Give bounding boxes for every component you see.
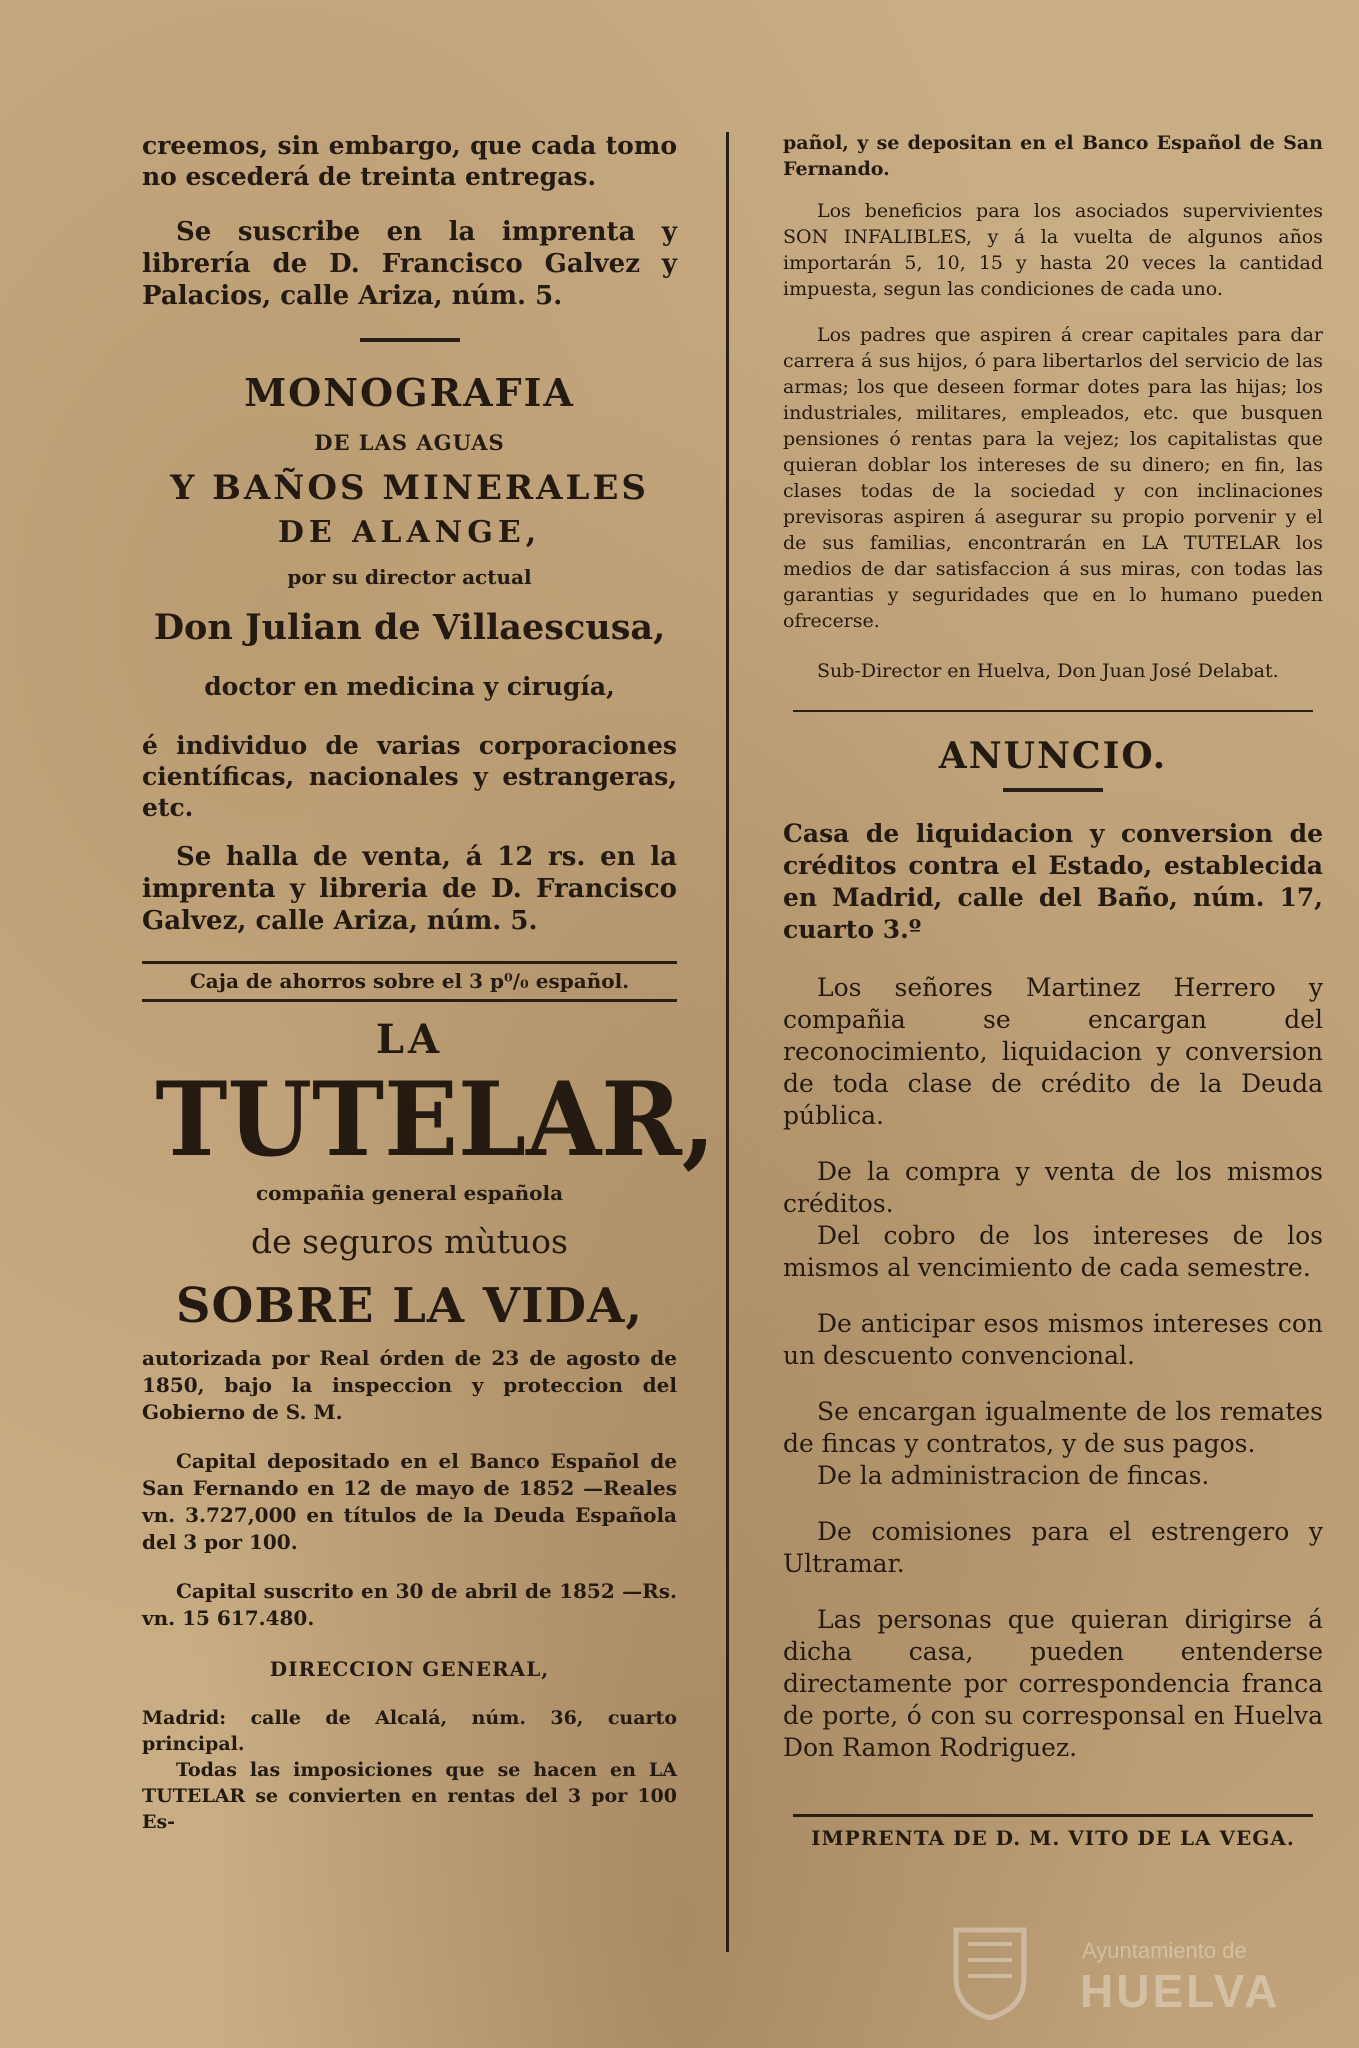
text-doctor: doctor en medicina y cirugía, xyxy=(204,672,615,701)
text-casa: Casa de liquidacion y conversion de créditos contra el Estado, establecida en Madrid, calle del Baño, núm. 17, cuarto 3.º xyxy=(783,819,1323,944)
title-banos: Y BAÑOS MINERALES xyxy=(170,468,649,508)
text-director: por su director actual xyxy=(287,565,532,589)
title-anuncio: ANUNCIO. xyxy=(938,735,1168,777)
text-capital-depositado: Capital depositado en el Banco Español de San Fernando en 12 de mayo de 1852 —Reales vn. 3.727,000 en títulos de la Deuda Española del 3 por 100. xyxy=(142,1449,677,1554)
text-comisiones: De comisiones para el estrengero y Ultramar. xyxy=(783,1517,1323,1578)
text-individuo: é individuo de varias corporaciones científicas, nacionales y estrangeras, etc. xyxy=(142,731,677,822)
paragraph-suscripcion: Se suscribe en la imprenta y librería de D. Francisco Galvez y Palacios, calle Ariza, núm. 5. xyxy=(142,217,677,311)
subtitle-aguas: DE LAS AGUAS xyxy=(314,430,505,455)
text-senores: Los señores Martinez Herrero y compañia se encargan del reconocimiento, liquidacion y conversion de toda clase de crédito de la Deuda pública. xyxy=(783,973,1323,1130)
paragraph-entregas: creemos, sin embargo, que cada tomo no escederá de treinta entregas. xyxy=(142,131,677,191)
text-compania: compañia general española xyxy=(255,1181,564,1205)
title-tutelar: TUTELAR, xyxy=(155,1060,716,1180)
separator-rule xyxy=(360,338,460,342)
title-alange: DE ALANGE, xyxy=(277,515,542,550)
text-capital-suscrito: Capital suscrito en 30 de abril de 1852 —Rs. vn. 15 617.480. xyxy=(142,1579,677,1630)
shield-icon xyxy=(950,1924,1030,2020)
text-personas: Las personas que quieran dirigirse á dicha casa, pueden entenderse directamente por correspondencia franca de porte, ó con su corresponsal en Huelva Don Ramon Rodriguez. xyxy=(783,1605,1323,1762)
text-autorizada: autorizada por Real órden de 23 de agosto de 1850, bajo la inspeccion y proteccion del Gobierno de S. M. xyxy=(142,1346,677,1424)
text-subdirector: Sub-Director en Huelva, Don Juan José Delabat. xyxy=(817,660,1279,682)
text-compra: De la compra y venta de los mismos créditos. xyxy=(783,1157,1323,1218)
watermark-ayuntamiento xyxy=(950,1920,1290,2030)
text-administracion: De la administracion de fincas. xyxy=(817,1461,1210,1490)
separator-rule xyxy=(1003,788,1103,792)
text-padres: Los padres que aspiren á crear capitales para dar carrera á sus hijos, ó para libertarlos del servicio de las armas; los que deseen formar dotes para las hijas; los industriales, militares, empleados, etc. que busquen pensiones ó rentas para la vejez; los capitalistas que quieran doblar los intereses de su dinero; en fin, las clases todas de la sociedad y con inclinaciones previsoras aspiren á asegurar su propio porvenir y el de sus familias, encontrarán en LA TUTELAR los medios de dar satisfaccion á sus miras, con todas las garantias y seguridades que en lo humano pueden ofrecerse. xyxy=(783,324,1323,632)
title-seguros: de seguros mùtuos xyxy=(251,1222,568,1261)
text-todas: Todas las imposiciones que se hacen en LA TUTELAR se convierten en rentas del 3 por 100 Es- xyxy=(142,1759,677,1833)
text-venta: Se halla de venta, á 12 rs. en la imprenta y libreria de D. Francisco Galvez, calle Ariza, núm. 5. xyxy=(142,842,677,936)
heading-direccion: DIRECCION GENERAL, xyxy=(269,1657,550,1681)
caja-header: Caja de ahorros sobre el 3 p⁰/₀ español. xyxy=(142,961,677,1002)
right-column xyxy=(783,130,1323,1852)
text-madrid: Madrid: calle de Alcalá, núm. 36, cuarto principal. xyxy=(142,1707,677,1755)
text-anticipar: De anticipar esos mismos intereses con un descuento convencional. xyxy=(783,1309,1323,1370)
watermark-line1: Ayuntamiento de xyxy=(1082,1938,1247,1963)
title-la: LA xyxy=(375,1016,444,1063)
separator-rule xyxy=(793,1814,1313,1817)
text-cobro: Del cobro de los intereses de los mismos al vencimiento de cada semestre. xyxy=(783,1221,1323,1282)
text-continuation: pañol, y se depositan en el Banco Español de San Fernando. xyxy=(783,132,1323,180)
separator-rule xyxy=(793,710,1313,712)
title-monografia: MONOGRAFIA xyxy=(244,370,575,415)
text-imprenta: IMPRENTA DE D. M. VITO DE LA VEGA. xyxy=(811,1826,1295,1850)
watermark-line2: HUELVA xyxy=(1080,1965,1281,2017)
column-divider xyxy=(726,132,729,1952)
left-column xyxy=(142,130,716,1835)
text-remates: Se encargan igualmente de los remates de fincas y contratos, y de sus pagos. xyxy=(783,1397,1323,1458)
text-beneficios: Los beneficios para los asociados supervivientes SON INFALIBLES, y á la vuelta de algunos años importarán 5, 10, 15 y hasta 20 veces la cantidad impuesta, segun las condiciones de cada uno. xyxy=(783,200,1323,300)
author-name: Don Julian de Villaescusa, xyxy=(153,607,666,648)
title-vida: SOBRE LA VIDA, xyxy=(175,1278,644,1334)
